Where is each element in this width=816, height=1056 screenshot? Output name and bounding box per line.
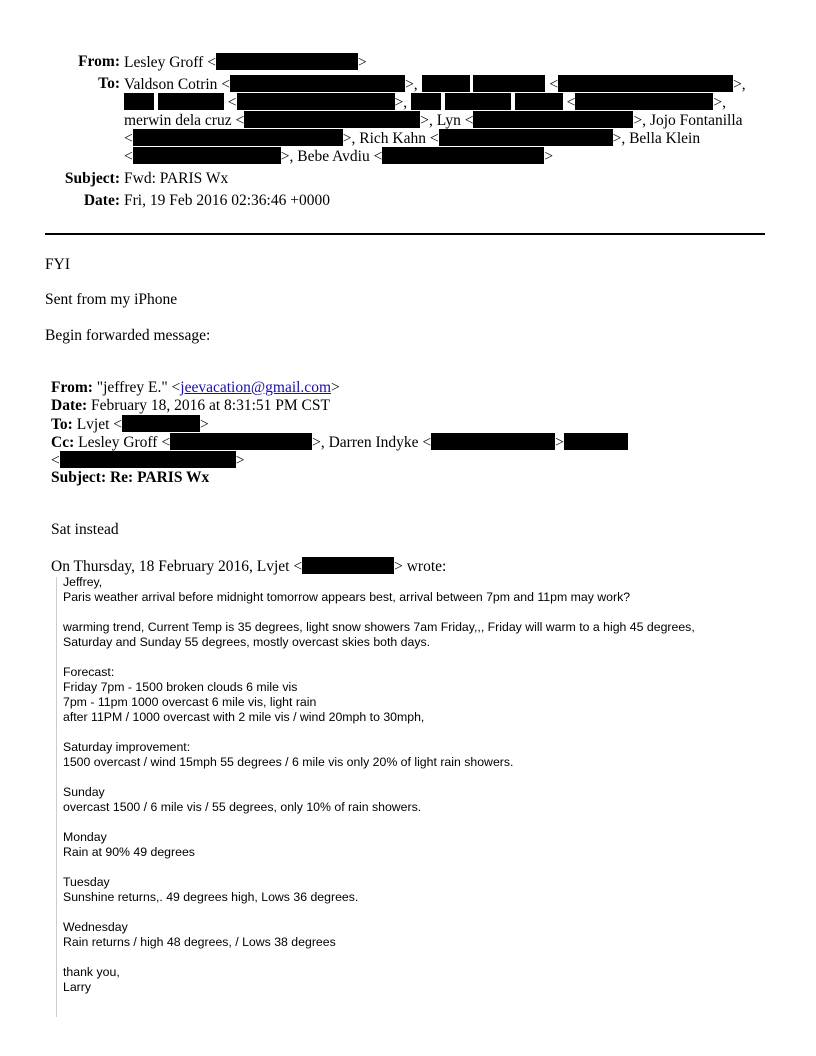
quoted-line: Saturday improvement: xyxy=(63,740,191,754)
fwd-to-line: To: Lvjet < > xyxy=(51,416,209,433)
quoted-line: Wednesday xyxy=(63,920,128,934)
recipient-name: Rich Kahn < xyxy=(359,130,439,147)
fwd-date-value: February 18, 2016 at 8:31:51 PM CST xyxy=(91,397,330,414)
from-value: Lesley Groff < xyxy=(124,54,216,71)
fwd-to-label: To: xyxy=(51,416,73,433)
redaction xyxy=(122,415,200,432)
to-line-3: merwin dela cruz < >, Lyn < >, Jojo Fontanilla xyxy=(124,112,743,129)
redaction xyxy=(170,433,312,450)
fwd-from-name: "jeffrey E." < xyxy=(96,379,181,396)
fwd-cc-line-2: < > xyxy=(51,452,245,469)
sent-from-text: Sent from my iPhone xyxy=(45,291,178,308)
quote-bar xyxy=(56,577,57,1017)
quoted-line: after 11PM / 1000 overcast with 2 mile vis / wind 20mph to 30mph, xyxy=(63,710,425,724)
redaction xyxy=(230,75,405,92)
subject-label: Subject: xyxy=(64,170,120,187)
on-wrote-line xyxy=(51,557,446,576)
redaction xyxy=(133,129,343,146)
redaction xyxy=(216,53,358,70)
redaction xyxy=(133,147,281,164)
from-label: From: xyxy=(78,53,120,70)
redaction xyxy=(431,433,555,450)
quoted-line: Larry xyxy=(63,980,92,994)
header-divider xyxy=(45,233,765,235)
fwd-cc-label: Cc: xyxy=(51,434,75,451)
redaction xyxy=(237,93,395,110)
redaction xyxy=(124,93,154,110)
redaction xyxy=(473,111,633,128)
fwd-date-line xyxy=(51,397,330,415)
begin-forwarded-text: Begin forwarded message: xyxy=(45,327,211,344)
redaction xyxy=(558,75,733,92)
fwd-to-value: Lvjet < xyxy=(76,416,123,433)
quoted-line: thank you, xyxy=(63,965,120,979)
quoted-line: Sunday xyxy=(63,785,105,799)
quoted-line: Rain returns / high 48 degrees, / Lows 38 degrees xyxy=(63,935,336,949)
fwd-date-label: Date: xyxy=(51,397,88,414)
date-label: Date: xyxy=(83,192,120,209)
redaction xyxy=(575,93,713,110)
fwd-cc-line: Cc: Lesley Groff < >, Darren Indyke < > xyxy=(51,433,628,452)
on-wrote-prefix: On Thursday, 18 February 2016, Lvjet < xyxy=(51,558,303,575)
quoted-line: Sunshine returns,. 49 degrees high, Lows 36 degrees. xyxy=(63,890,359,904)
redaction xyxy=(564,433,628,450)
fyi-text: FYI xyxy=(45,256,70,273)
redaction xyxy=(445,93,511,110)
quoted-line: warming trend, Current Temp is 35 degrees, light snow showers 7am Friday,,, Friday will warm to a high 45 degrees, xyxy=(63,620,695,634)
redaction xyxy=(158,93,224,110)
fwd-from-label: From: xyxy=(51,379,93,396)
quoted-line: Jeffrey, xyxy=(63,575,103,589)
redaction xyxy=(473,75,545,92)
redaction xyxy=(439,129,613,146)
recipient-name: Bebe Avdiu < xyxy=(297,148,383,165)
redaction xyxy=(382,147,544,164)
fwd-subject-value: Re: PARIS Wx xyxy=(109,469,210,486)
to-line-5: < >, Bebe Avdiu < > xyxy=(124,148,554,165)
reply-text: Sat instead xyxy=(51,521,119,538)
redaction xyxy=(422,75,470,92)
quoted-line: Saturday and Sunday 55 degrees, mostly overcast skies both days. xyxy=(63,635,431,649)
fwd-from-email-link[interactable]: jeevacation@gmail.com xyxy=(180,379,331,396)
to-line-1: Valdson Cotrin < >, < >, xyxy=(124,76,746,93)
fwd-subject-label: Subject: xyxy=(51,469,107,486)
recipient-name: merwin dela cruz < xyxy=(124,112,245,129)
redaction xyxy=(515,93,563,110)
from-line: Lesley Groff < > xyxy=(124,54,367,71)
to-line-2: < >, < >, xyxy=(124,93,726,112)
fwd-subject-line xyxy=(51,469,209,487)
redaction xyxy=(60,451,236,468)
redaction xyxy=(411,93,441,110)
recipient-name: Valdson Cotrin < xyxy=(124,76,231,93)
redaction xyxy=(244,111,420,128)
recipient-name: Bella Klein xyxy=(629,130,701,147)
subject-value: Fwd: PARIS Wx xyxy=(124,170,229,187)
to-line-4: < >, Rich Kahn < >, Bella Klein xyxy=(124,130,701,147)
quoted-line: Tuesday xyxy=(63,875,110,889)
on-wrote-suffix: > wrote: xyxy=(394,558,447,575)
to-label: To: xyxy=(98,75,120,92)
recipient-name: Lyn < xyxy=(436,112,474,129)
quoted-line: Paris weather arrival before midnight tomorrow appears best, arrival between 7pm and 11pm may work? xyxy=(63,590,631,604)
fwd-cc-value-2: >, Darren Indyke < xyxy=(312,434,432,451)
quoted-line: overcast 1500 / 6 mile vis / 55 degrees, only 10% of rain showers. xyxy=(63,800,422,814)
quoted-line: Monday xyxy=(63,830,107,844)
quoted-line: 1500 overcast / wind 15mph 55 degrees / 6 mile vis only 20% of light rain showers. xyxy=(63,755,514,769)
quoted-line: Forecast: xyxy=(63,665,115,679)
quoted-line: 7pm - 11pm 1000 overcast 6 mile vis, light rain xyxy=(63,695,317,709)
fwd-from-line: From: "jeffrey E." <jeevacation@gmail.com> xyxy=(51,379,340,396)
redaction xyxy=(302,557,394,574)
quoted-line: Friday 7pm - 1500 broken clouds 6 mile vis xyxy=(63,680,298,694)
fwd-cc-value: Lesley Groff < xyxy=(78,434,171,451)
quoted-line: Rain at 90% 49 degrees xyxy=(63,845,195,859)
date-value: Fri, 19 Feb 2016 02:36:46 +0000 xyxy=(124,192,330,209)
recipient-name: Jojo Fontanilla xyxy=(649,112,743,129)
